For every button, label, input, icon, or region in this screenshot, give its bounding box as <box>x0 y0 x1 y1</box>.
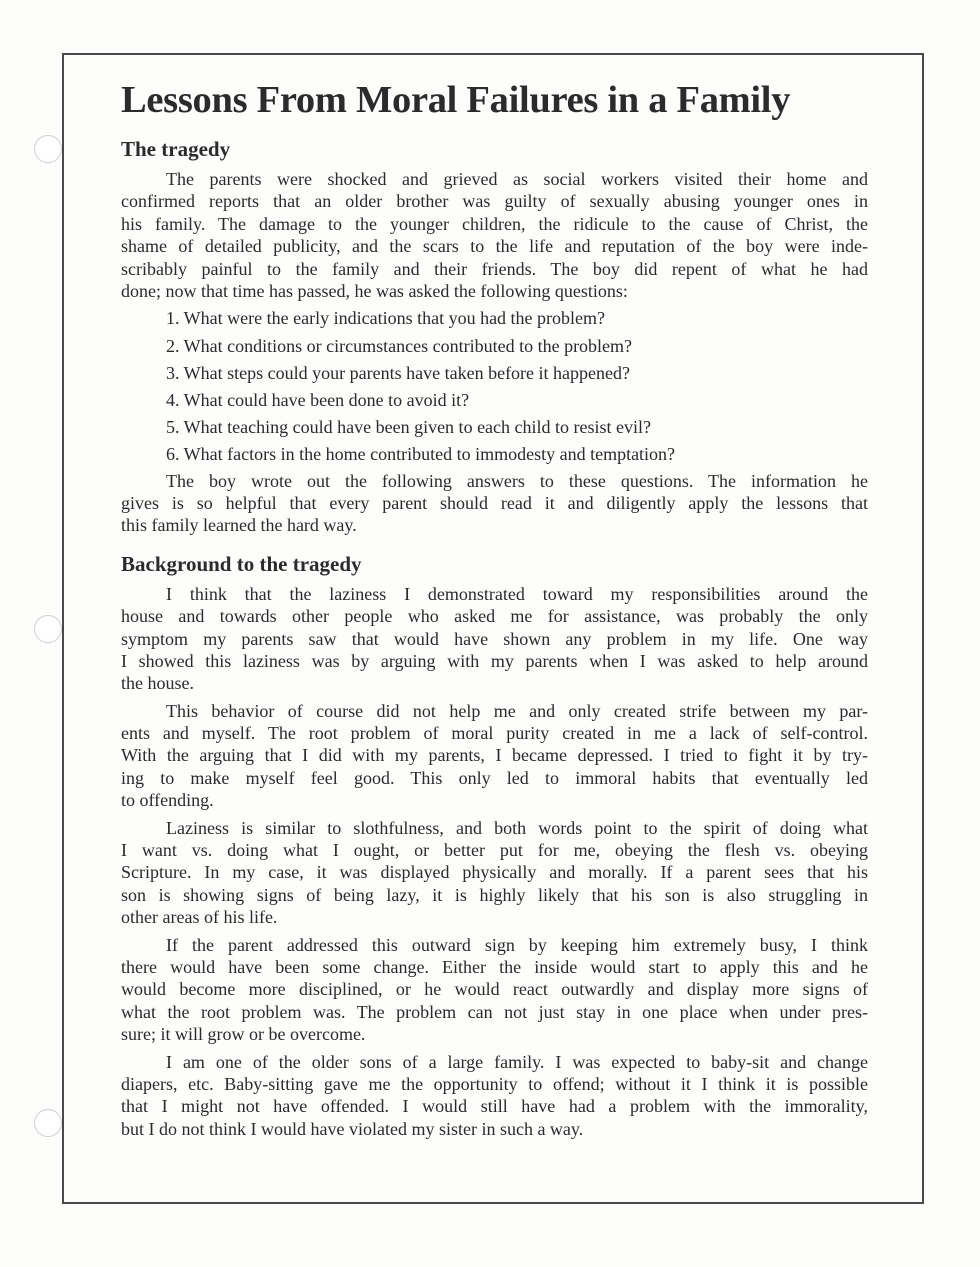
question-list <box>121 305 868 468</box>
paragraph <box>121 1051 868 1141</box>
text-line: This behavior of course did not help me and only created strife between my par- <box>166 700 868 721</box>
text-line: confirmed reports that an older brother was guilty of sexually abusing younger ones in <box>121 191 868 212</box>
text-line: what the root problem was. The problem can not just stay in one place when under pres- <box>121 1001 868 1022</box>
text-line: there would have been some change. Either the inside would start to apply this and he <box>121 956 868 977</box>
text-line: diapers, etc. Baby-sitting gave me the opportunity to offend; without it I think it is possible <box>121 1073 868 1094</box>
article <box>121 76 868 1145</box>
question-item: 3. What steps could your parents have taken before it happened? <box>166 362 631 383</box>
text-line: to offending. <box>121 790 214 811</box>
paragraph <box>121 583 868 695</box>
text-line: shame of detailed publicity, and the scars to the life and reputation of the boy were inde- <box>121 236 868 257</box>
text-line: symptom my parents saw that would have shown any problem in my life. One way <box>121 628 868 649</box>
text-line: done; now that time has passed, he was asked the following questions: <box>121 280 628 301</box>
paragraph <box>121 817 868 929</box>
paragraph <box>121 934 868 1046</box>
text-line: With the arguing that I did with my parents, I became depressed. I tried to fight it by try- <box>121 745 868 766</box>
question-item: 1. What were the early indications that you had the problem? <box>166 308 606 329</box>
text-line: this family learned the hard way. <box>121 515 357 536</box>
text-line: Laziness is similar to slothfulness, and both words point to the spirit of doing what <box>166 817 868 838</box>
text-line: that I might not have offended. I would still have had a problem with the immorality, <box>121 1096 868 1117</box>
section-heading: Background to the tragedy <box>121 551 362 576</box>
paragraph <box>121 700 868 812</box>
text-line: I want vs. doing what I ought, or better put for me, obeying the flesh vs. obeying <box>121 840 868 861</box>
question-item: 2. What conditions or circumstances contributed to the problem? <box>166 335 633 356</box>
text-line: scribably painful to the family and their friends. The boy did repent of what he had <box>121 258 868 279</box>
text-line: I think that the laziness I demonstrated toward my responsibilities around the <box>166 583 868 604</box>
paragraph <box>121 470 868 537</box>
binder-hole <box>34 135 62 163</box>
binder-hole <box>34 615 62 643</box>
question-item: 5. What teaching could have been given to each child to resist evil? <box>166 417 651 438</box>
text-line: would become more disciplined, or he would react outwardly and display more signs of <box>121 979 868 1000</box>
text-line: I am one of the older sons of a large family. I was expected to baby-sit and change <box>166 1051 868 1072</box>
section-intro <box>121 168 868 302</box>
question-item: 6. What factors in the home contributed to immodesty and temptation? <box>166 444 676 465</box>
binder-hole <box>34 1109 62 1137</box>
text-line: ing to make myself feel good. This only led to immoral habits that eventually led <box>121 767 868 788</box>
text-line: son is showing signs of being lazy, it is highly likely that his son is also struggling in <box>121 884 868 905</box>
text-line: If the parent addressed this outward sign by keeping him extremely busy, I think <box>166 934 868 955</box>
paragraph <box>121 168 868 302</box>
text-line: I showed this laziness was by arguing with my parents when I was asked to help around <box>121 650 868 671</box>
text-line: other areas of his life. <box>121 907 278 928</box>
text-line: house and towards other people who asked me for assistance, was probably the only <box>121 606 868 627</box>
text-line: gives is so helpful that every parent should read it and diligently apply the lessons that <box>121 492 868 513</box>
section-outro <box>121 470 868 537</box>
text-line: ents and myself. The root problem of moral purity created in me a lack of self-control. <box>121 723 868 744</box>
text-line: The parents were shocked and grieved as social workers visited their home and <box>166 169 868 189</box>
page-title: Lessons From Moral Failures in a Family <box>121 79 791 121</box>
section-body <box>121 583 868 1140</box>
section-heading: The tragedy <box>121 137 231 161</box>
text-line: The boy wrote out the following answers to these questions. The information he <box>166 470 868 491</box>
text-line: sure; it will grow or be overcome. <box>121 1024 366 1045</box>
text-line: the house. <box>121 673 194 694</box>
text-line: his family. The damage to the younger children, the ridicule to the cause of Christ, the <box>121 213 868 234</box>
text-line: Scripture. In my case, it was displayed physically and morally. If a parent sees that his <box>121 862 868 883</box>
text-line: but I do not think I would have violated my sister in such a way. <box>121 1118 584 1139</box>
question-item: 4. What could have been done to avoid it? <box>166 389 470 410</box>
